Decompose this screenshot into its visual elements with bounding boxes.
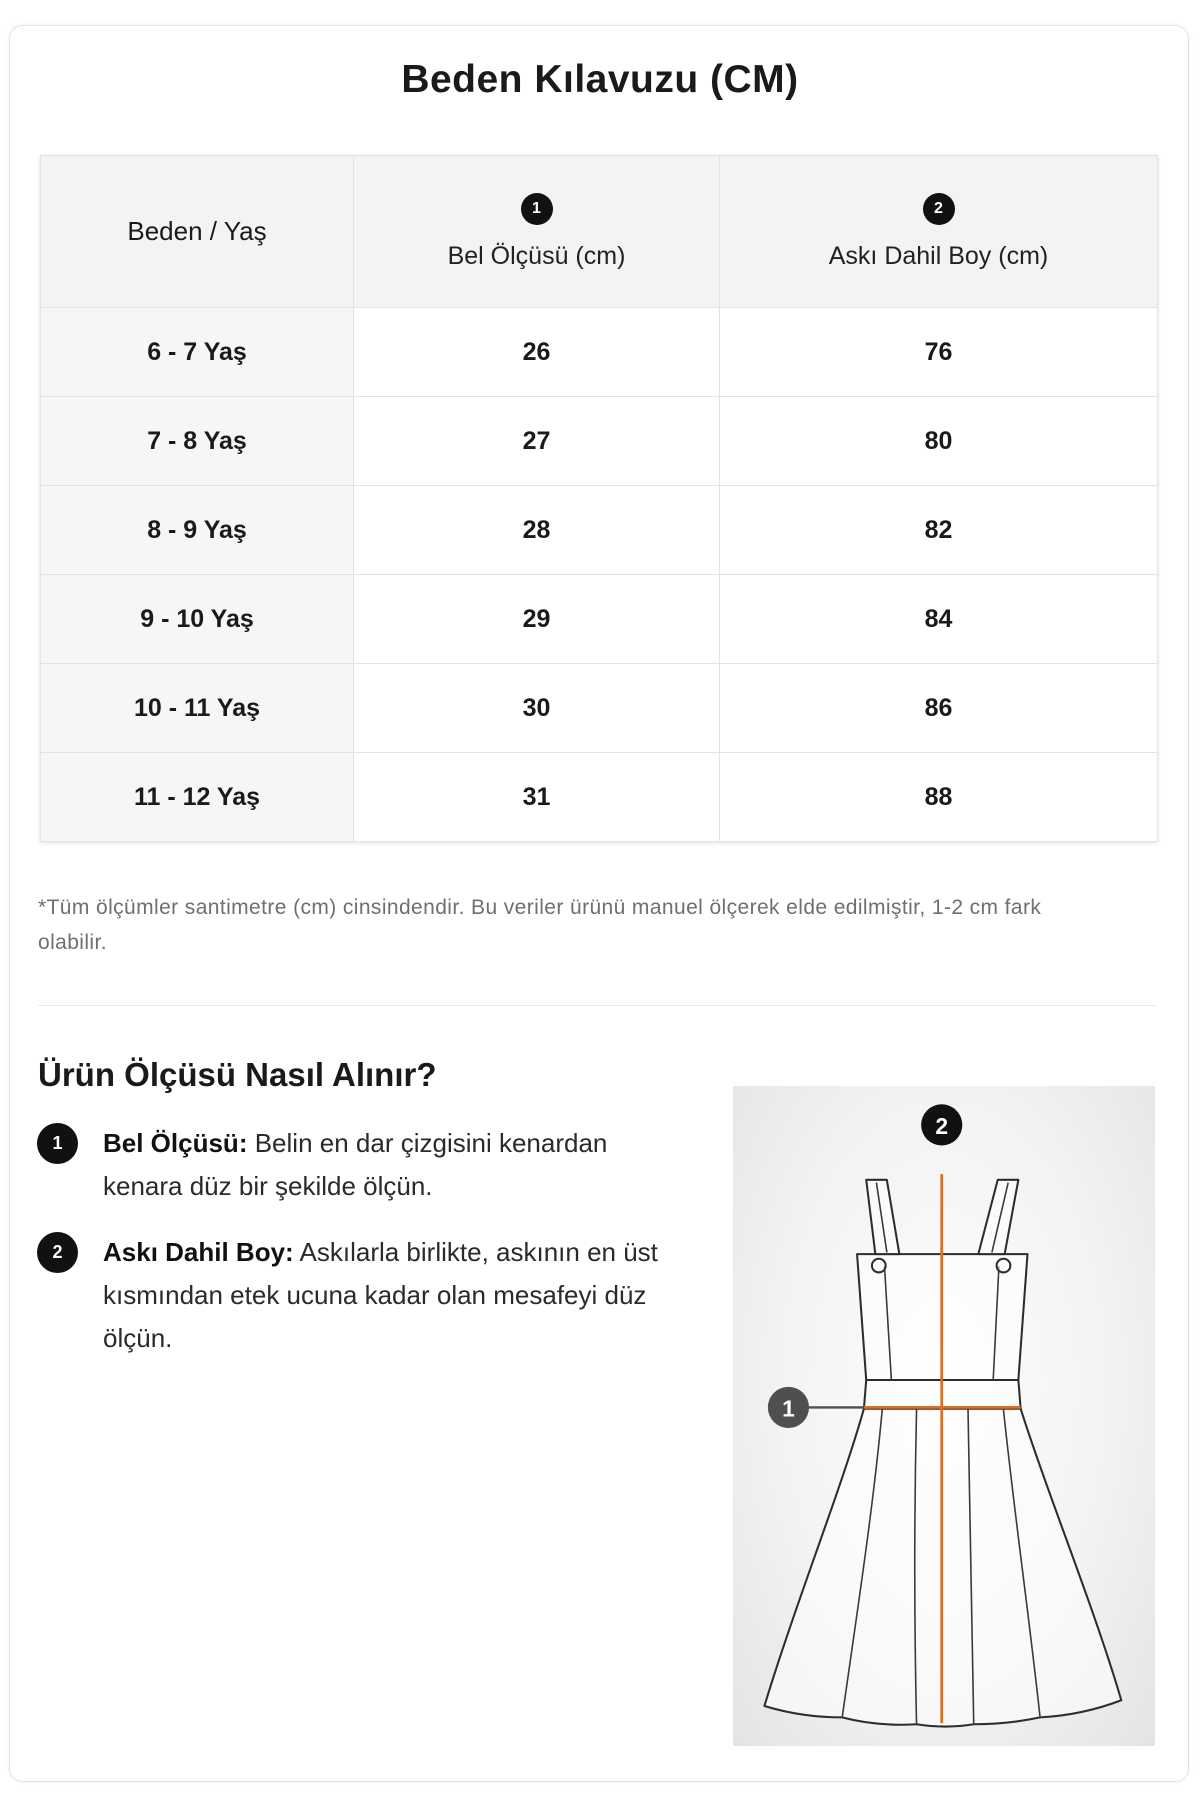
step-number-badge: 1: [37, 1123, 78, 1164]
header-row: [41, 156, 1158, 308]
step-term: Bel Ölçüsü:: [103, 1128, 248, 1158]
size-table: [40, 155, 1158, 842]
table-row: [41, 664, 1158, 753]
length-number-badge: 2: [923, 193, 955, 225]
size-cell: 7 - 8 Yaş: [41, 397, 354, 486]
waist-cell: 28: [354, 486, 720, 575]
table-row: [41, 575, 1158, 664]
dress-strap-right: [978, 1180, 1018, 1254]
step-description: Askılarla birlikte, askının en üst kısmından etek ucuna kadar olan mesafeyi düz ölçün.: [103, 1237, 658, 1353]
waist-cell: 26: [354, 308, 720, 397]
step-text: [103, 1231, 663, 1360]
dress-icon: [733, 1086, 1155, 1746]
size-cell: 9 - 10 Yaş: [41, 575, 354, 664]
length-cell: 86: [720, 664, 1158, 753]
waist-header-label: Bel Ölçüsü (cm): [447, 241, 626, 270]
length-header: [720, 156, 1158, 308]
measurement-note: *Tüm ölçümler santimetre (cm) cinsindendir. Bu veriler ürünü manuel ölçerek elde edilmiştir, 1-2 cm fark olabilir.: [38, 896, 1042, 954]
waist-cell: 27: [354, 397, 720, 486]
size-cell: 6 - 7 Yaş: [41, 308, 354, 397]
page-title: Beden Kılavuzu (CM): [401, 58, 799, 101]
dress-button-left: [872, 1259, 886, 1273]
waist-number-badge: 1: [521, 193, 553, 225]
table-row: [41, 308, 1158, 397]
step-number-badge: 2: [37, 1232, 78, 1273]
size-cell: 10 - 11 Yaş: [41, 664, 354, 753]
dress-strap-left: [866, 1180, 899, 1254]
table-row: [41, 486, 1158, 575]
waist-cell: 31: [354, 753, 720, 842]
step-text: [103, 1122, 663, 1208]
step-description: Belin en dar çizgisini kenardan kenara düz bir şekilde ölçün.: [103, 1128, 608, 1201]
length-cell: 84: [720, 575, 1158, 664]
waist-header: [354, 156, 720, 308]
waist-marker-number: 1: [782, 1395, 795, 1422]
size-table-header: [41, 156, 1158, 308]
table-row: [41, 753, 1158, 842]
size-cell: 11 - 12 Yaş: [41, 753, 354, 842]
how-to-title: Ürün Ölçüsü Nasıl Alınır?: [38, 1056, 437, 1093]
size-age-header: Beden / Yaş: [41, 156, 354, 308]
step-term: Askı Dahil Boy:: [103, 1237, 294, 1267]
length-cell: 80: [720, 397, 1158, 486]
how-to-step-length: [37, 1231, 677, 1371]
section-divider: [38, 1005, 1157, 1006]
waist-cell: 30: [354, 664, 720, 753]
length-marker-number: 2: [935, 1113, 949, 1140]
dress-button-right: [997, 1259, 1011, 1273]
size-table-body: [41, 308, 1158, 842]
length-cell: 76: [720, 308, 1158, 397]
length-cell: 82: [720, 486, 1158, 575]
length-header-label: Askı Dahil Boy (cm): [828, 241, 1049, 270]
dress-illustration-panel: [733, 1086, 1155, 1746]
length-cell: 88: [720, 753, 1158, 842]
waist-cell: 29: [354, 575, 720, 664]
size-cell: 8 - 9 Yaş: [41, 486, 354, 575]
table-row: [41, 397, 1158, 486]
